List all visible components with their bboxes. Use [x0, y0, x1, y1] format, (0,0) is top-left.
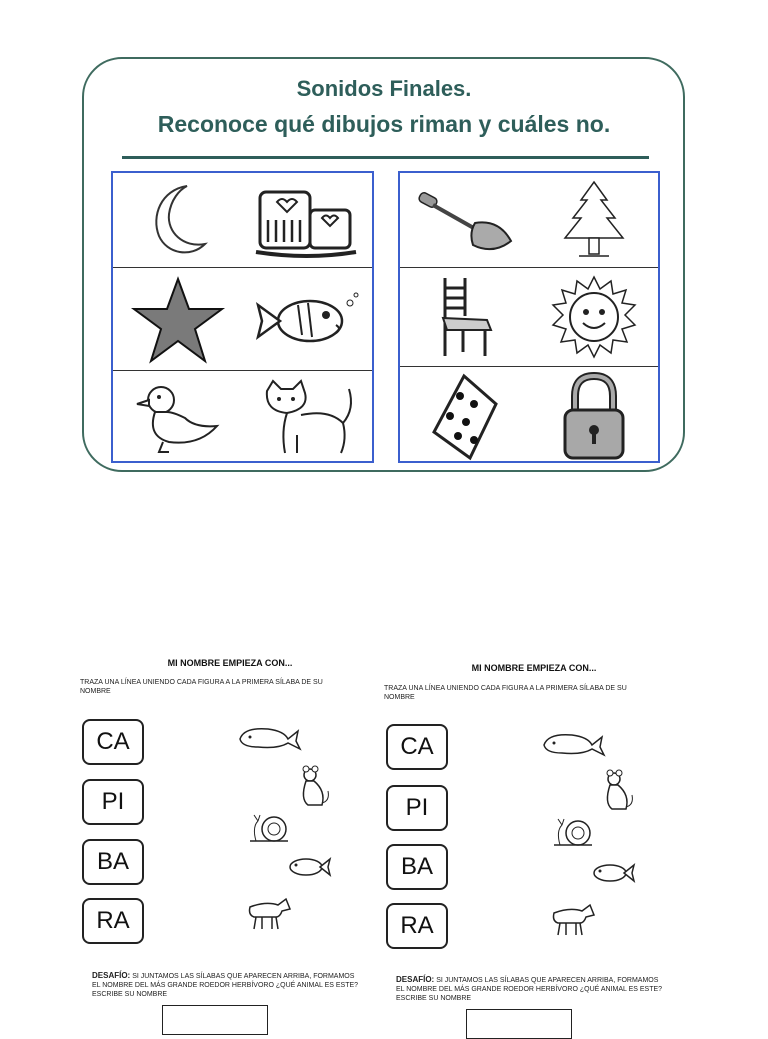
title-divider [122, 156, 649, 159]
chair-icon [400, 268, 529, 367]
grid-row [113, 173, 372, 267]
worksheet-title: Sonidos Finales. [296, 76, 472, 101]
padlock-icon [529, 367, 658, 466]
tree-icon [529, 173, 658, 267]
syllable-box-pi[interactable]: PI [82, 779, 144, 825]
syllable-box-pi[interactable]: PI [386, 785, 448, 831]
sheet-title: MI NOMBRE EMPIEZA CON... [471, 663, 597, 673]
grid-row [400, 267, 658, 367]
cradle-icon [243, 173, 373, 267]
fish-icon[interactable] [288, 855, 332, 884]
sheet-instruction: TRAZA UNA LÍNEA UNIENDO CADA FIGURA A LA PRIMERA SÍLABA DE SU NOMBRE [384, 685, 627, 701]
sheet-title: MI NOMBRE EMPIEZA CON... [167, 658, 293, 668]
duck-icon [113, 371, 243, 466]
left-picture-grid [111, 171, 374, 463]
dice-icon [400, 367, 529, 466]
grid-row [400, 173, 658, 267]
challenge-text [396, 975, 666, 1003]
sheet-instruction: TRAZA UNA LÍNEA UNIENDO CADA FIGURA A LA PRIMERA SÍLABA DE SU NOMBRE [80, 679, 323, 695]
challenge-label: DESAFÍO: [92, 971, 131, 980]
fish-icon [243, 268, 373, 371]
whale-icon[interactable] [238, 725, 302, 756]
worksheet-subtitle: Reconoce qué dibujos riman y cuáles no. [157, 111, 611, 137]
syllable-box-ra[interactable]: RA [82, 898, 144, 944]
star-icon [113, 268, 243, 371]
challenge-body: SI JUNTAMOS LAS SÍLABAS QUE APARECEN ARRIBA, FORMAMOS EL NOMBRE DEL MÁS GRANDE ROEDOR HERBÍVORO ¿QUÉ ANIMAL ES ESTE? ESCRIBE SU NOMBRE [396, 977, 663, 1002]
syllable-box-ba[interactable]: BA [82, 839, 144, 885]
horse-icon[interactable] [550, 901, 596, 942]
horse-icon[interactable] [246, 895, 292, 936]
whale-icon[interactable] [542, 731, 606, 762]
mouse-icon[interactable] [296, 765, 332, 814]
answer-box[interactable] [466, 1009, 572, 1039]
challenge-body: SI JUNTAMOS LAS SÍLABAS QUE APARECEN ARRIBA, FORMAMOS EL NOMBRE DEL MÁS GRANDE ROEDOR HERBÍVORO ¿QUÉ ANIMAL ES ESTE? ESCRIBE SU NOMBRE [92, 973, 359, 998]
grid-row [113, 370, 372, 466]
shovel-icon [400, 173, 529, 267]
syllable-box-ca[interactable]: CA [82, 719, 144, 765]
fish-icon[interactable] [592, 861, 636, 890]
moon-icon [113, 173, 243, 267]
cat-icon [243, 371, 373, 466]
snail-icon[interactable] [248, 813, 292, 850]
challenge-label: DESAFÍO: [396, 975, 435, 984]
snail-icon[interactable] [552, 817, 596, 854]
sun-icon [529, 268, 658, 367]
syllable-box-ra[interactable]: RA [386, 903, 448, 949]
answer-box[interactable] [162, 1005, 268, 1035]
right-picture-grid [398, 171, 660, 463]
grid-row [113, 267, 372, 371]
mouse-icon[interactable] [600, 769, 636, 818]
syllable-worksheet-right [384, 655, 684, 1024]
syllable-worksheet-left [80, 655, 380, 1024]
syllable-box-ca[interactable]: CA [386, 724, 448, 770]
challenge-text [92, 971, 362, 999]
grid-row [400, 366, 658, 466]
syllable-box-ba[interactable]: BA [386, 844, 448, 890]
